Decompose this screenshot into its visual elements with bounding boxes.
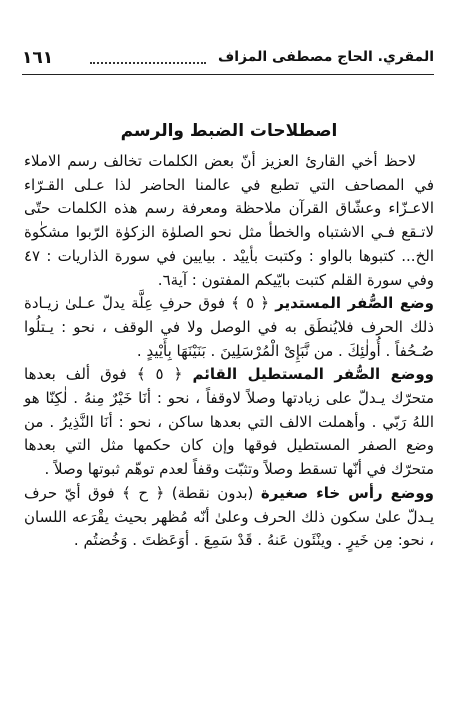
paragraph: [24, 150, 434, 292]
paragraph-text: (بدون نقطة) ﴿ ح ﴾ فوق أيّ حرف يـدلّ علىٰ سكون ذلك الحرف وعلىٰ أنّه مُظهر بحيث يقْرَعه اللسان ، نحو: مِن خَيرٍ . وينْئَون عَنهُ . قَدْ سَمِعَ . أوَعَظتَ . وَخُضتُم .: [24, 483, 434, 550]
paragraph: [24, 292, 434, 363]
page-number: ١٦١: [22, 48, 54, 68]
paragraph: [24, 482, 434, 553]
paragraph-lead: ووضع رأس خاء صغيرة: [260, 483, 434, 502]
paragraph-lead: ووضع الصُّفر المستطيل القائم: [192, 365, 434, 384]
paragraph-lead: وضع الصُّفر المستدير: [275, 294, 434, 313]
paragraph-text: لاحظ أخي القارئ العزيز أنّ بعض الكلمات تخالف رسم الاملاء في المصاحف التي تطبع في عالمنا الحاضر لذا عـلى القـرّاء الاعـزّاء وعشّاق القرآن ملاحظة ومعرفة رسم هذه الكلمات حتّى لاتـقع فـي الاشتباه والخطأ مثل نحو الصلوٰة الزكوٰة الرّبوا مشكٰوة الخ... كتبوها بالواو : وكتبت بأييْد . بيايين في سورة الذاريات : ٤٧ وفي سورة القلم كتبت بايّيكم المفتون : آية٦.: [24, 152, 434, 289]
page-body: [24, 150, 434, 553]
paragraph: [24, 363, 434, 482]
page-header: [22, 44, 434, 75]
paragraph-text: ﴿ ٥ ﴾ فوق حرفِ عِلَّة يدلّ عـلىٰ زيـادة ذلك الحرف فلايُنطَق به في الوصل ولا في الوقف ، نحو : يـتلُوا صُـحُفاً . أُولٰئِكَ . من نَّبَإِىْ الْمُرْسَلِينَ . بَنَيْنَهَا بِأَيْيدٍ .: [24, 294, 434, 360]
running-head: المقري. الحاج مصطفى المزاف: [217, 49, 434, 65]
paragraph-text: ﴿ ٥ ﴾ فوق ألف بعدها متحرّك يـدلّ على زيادتها وصلاً لاوقفاً ، نحو : أنَا خَيْرٌ مِنهُ . لٰكِنّا هو اللهُ رَبّي . وأهملت الالف التي بعدها ساكن ، نحو : أنَا النَّذِيرُ . من وضع الصفر المستطيل فوقها وإن كان حكمها مثل التي بعدها متحرّك في أنّها تسقط وصلاً وتثبّت وقفاً لعدم توهّم ثبوتها وصلاً .: [24, 365, 434, 479]
dotted-leader: [90, 62, 206, 64]
section-title: اصطلاحات الضبط والرسم: [120, 121, 338, 141]
